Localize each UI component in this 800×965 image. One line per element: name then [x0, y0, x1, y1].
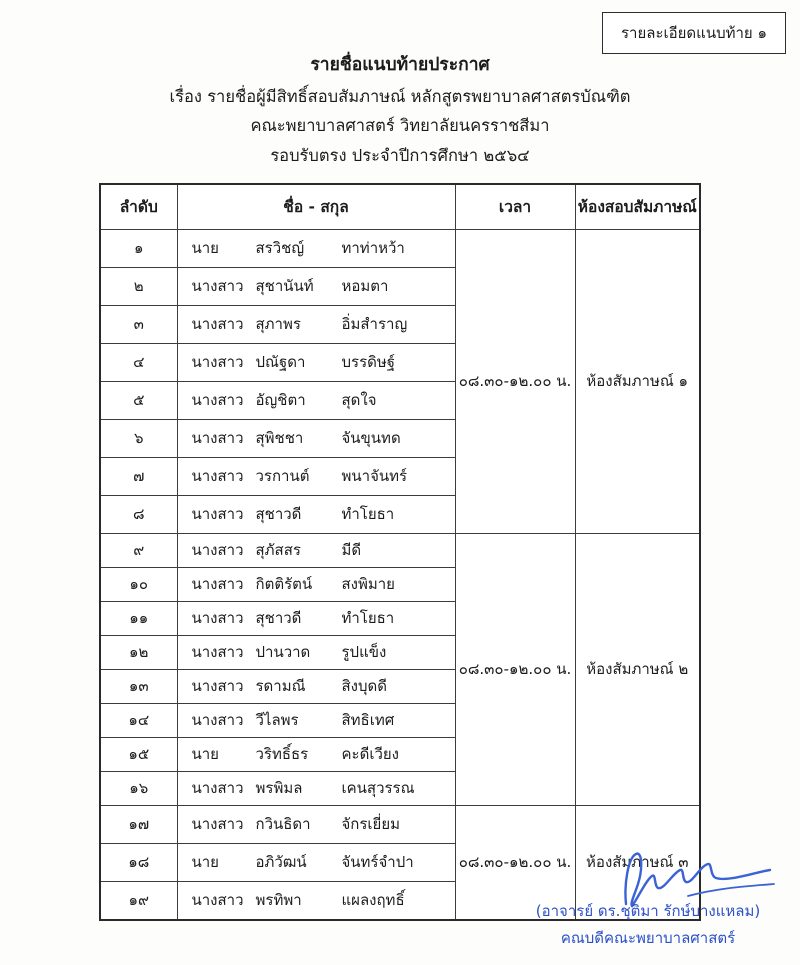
person-title: นางสาว	[191, 505, 244, 524]
name-cell	[177, 635, 455, 669]
person-first-name: พรทิพา	[255, 891, 302, 910]
person-last-name: สิงบุดดี	[341, 677, 387, 696]
row-number: ๑๐	[100, 567, 177, 601]
person-first-name: กิตติรัตน์	[255, 575, 313, 594]
person-last-name: จักรเยี่ยม	[341, 815, 401, 834]
room-cell: ห้องสัมภาษณ์ ๓	[575, 805, 700, 920]
name-cell	[177, 267, 455, 305]
table-row	[100, 805, 700, 843]
row-number: ๑๒	[100, 635, 177, 669]
title-round-line: รอบรับตรง ประจำปีการศึกษา ๒๕๖๔	[270, 145, 530, 165]
name-cell	[177, 881, 455, 920]
row-number: ๔	[100, 343, 177, 381]
title-faculty-line: คณะพยาบาลศาสตร์ วิทยาลัยนครราชสีมา	[250, 116, 550, 136]
person-first-name: สรวิชญ์	[255, 239, 305, 258]
person-first-name: รดามณี	[255, 677, 306, 696]
name-cell	[177, 381, 455, 419]
room-cell: ห้องสัมภาษณ์ ๑	[575, 229, 700, 533]
room-cell: ห้องสัมภาษณ์ ๒	[575, 533, 700, 805]
person-last-name: เคนสุวรรณ	[341, 779, 415, 798]
person-title: นางสาว	[191, 609, 244, 628]
person-title: นางสาว	[191, 467, 244, 486]
person-title: นาย	[191, 745, 219, 764]
person-last-name: สิทธิเทศ	[341, 711, 395, 730]
person-first-name: พรพิมล	[255, 779, 303, 798]
person-first-name: ปานวาด	[255, 643, 311, 662]
person-title: นางสาว	[191, 575, 244, 594]
person-last-name: หอมตา	[341, 277, 389, 296]
time-cell: ๐๘.๓๐-๑๒.๐๐ น.	[455, 805, 575, 920]
signature-block	[508, 898, 788, 954]
table-header	[100, 184, 700, 230]
person-first-name: วริทธิ์ธร	[255, 745, 309, 764]
signatory-name: (อาจารย์ ดร.ชุติมา รักษ์บางแหลม)	[535, 901, 761, 920]
corner-note: รายละเอียดแนบท้าย ๑	[602, 12, 786, 54]
name-cell	[177, 343, 455, 381]
person-last-name: สุดใจ	[341, 391, 377, 410]
name-cell	[177, 305, 455, 343]
person-last-name: แผลงฤทธิ์	[341, 891, 405, 910]
person-last-name: คะดีเวียง	[341, 745, 399, 764]
name-cell	[177, 229, 455, 267]
name-cell	[177, 703, 455, 737]
name-cell	[177, 843, 455, 881]
person-title: นางสาว	[191, 541, 244, 560]
row-number: ๑๕	[100, 737, 177, 771]
person-last-name: ทาท่าหว้า	[341, 239, 405, 258]
time-cell: ๐๘.๓๐-๑๒.๐๐ น.	[455, 229, 575, 533]
person-title: นางสาว	[191, 353, 244, 372]
table-body	[100, 229, 700, 920]
person-first-name: สุชาวดี	[255, 505, 302, 524]
header-number: ลำดับ	[100, 184, 177, 230]
person-title: นาย	[191, 239, 219, 258]
person-first-name: วีไลพร	[255, 711, 299, 730]
interview-table	[99, 183, 701, 921]
person-last-name: ทำโยธา	[341, 505, 395, 524]
person-title: นางสาว	[191, 643, 244, 662]
row-number: ๖	[100, 419, 177, 457]
person-title: นางสาว	[191, 315, 244, 334]
row-number: ๕	[100, 381, 177, 419]
person-first-name: อภิวัฒน์	[255, 853, 307, 872]
name-cell	[177, 601, 455, 635]
row-number: ๑๔	[100, 703, 177, 737]
row-number: ๑๘	[100, 843, 177, 881]
person-first-name: สุชานันท์	[255, 277, 314, 296]
row-number: ๑๙	[100, 881, 177, 920]
person-last-name: อิ่มสำราญ	[341, 315, 408, 334]
person-first-name: ปณัฐดา	[255, 353, 306, 372]
person-last-name: รูปแข็ง	[341, 643, 387, 662]
row-number: ๑	[100, 229, 177, 267]
person-first-name: สุชาวดี	[255, 609, 302, 628]
person-first-name: อัญชิตา	[255, 391, 306, 410]
person-last-name: สงพิมาย	[341, 575, 395, 594]
name-cell	[177, 419, 455, 457]
header-time: เวลา	[455, 184, 575, 230]
row-number: ๑๓	[100, 669, 177, 703]
person-title: นางสาว	[191, 677, 244, 696]
person-title: นางสาว	[191, 277, 244, 296]
row-number: ๘	[100, 495, 177, 533]
person-last-name: มีดี	[341, 541, 362, 560]
row-number: ๑๗	[100, 805, 177, 843]
person-title: นางสาว	[191, 891, 244, 910]
name-cell	[177, 533, 455, 567]
row-number: ๒	[100, 267, 177, 305]
person-first-name: สุพิชชา	[255, 429, 304, 448]
title-subject-line: เรื่อง รายชื่อผู้มีสิทธิ์สอบสัมภาษณ์ หลักสูตรพยาบาลศาสตรบัณฑิต	[169, 86, 631, 106]
name-cell	[177, 567, 455, 601]
document-title: รายชื่อแนบท้ายประกาศ	[310, 55, 490, 75]
person-title: นางสาว	[191, 815, 244, 834]
name-cell	[177, 495, 455, 533]
person-first-name: สุภัสสร	[255, 541, 301, 560]
person-title: นางสาว	[191, 779, 244, 798]
time-cell: ๐๘.๓๐-๑๒.๐๐ น.	[455, 533, 575, 805]
person-last-name: จันขุนทด	[341, 429, 401, 448]
row-number: ๑๖	[100, 771, 177, 805]
row-number: ๗	[100, 457, 177, 495]
person-title: นางสาว	[191, 429, 244, 448]
row-number: ๙	[100, 533, 177, 567]
person-last-name: พนาจันทร์	[341, 467, 408, 486]
person-first-name: วรกานต์	[255, 467, 310, 486]
person-first-name: กวินธิดา	[255, 815, 311, 834]
row-number: ๓	[100, 305, 177, 343]
name-cell	[177, 737, 455, 771]
name-cell	[177, 805, 455, 843]
person-last-name: ทำโยธา	[341, 609, 395, 628]
name-cell	[177, 771, 455, 805]
person-title: นางสาว	[191, 711, 244, 730]
table-row	[100, 229, 700, 267]
table-row	[100, 533, 700, 567]
person-first-name: สุภาพร	[255, 315, 301, 334]
header-name: ชื่อ - สกุล	[177, 184, 455, 230]
person-last-name: จันทร์จำปา	[341, 853, 414, 872]
person-title: นาย	[191, 853, 219, 872]
person-last-name: บรรดิษฐ์	[341, 353, 396, 372]
row-number: ๑๑	[100, 601, 177, 635]
name-cell	[177, 457, 455, 495]
name-cell	[177, 669, 455, 703]
header-room: ห้องสอบสัมภาษณ์	[575, 184, 700, 230]
person-title: นางสาว	[191, 391, 244, 410]
signatory-position: คณบดีคณะพยาบาลศาสตร์	[560, 929, 736, 948]
